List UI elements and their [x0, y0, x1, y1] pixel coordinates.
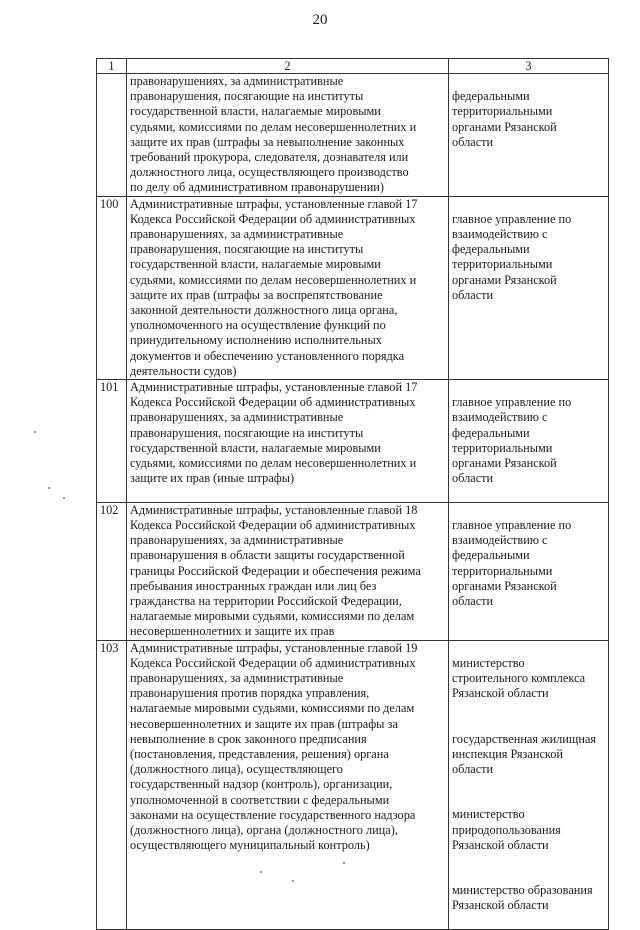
- organization-name: министерство образования Рязанской области: [452, 883, 593, 913]
- table-row: [97, 640, 609, 929]
- row-description: Административные штрафы, установленные главой 17 Кодекса Российской Федерации об административных правонарушениях, за административные правонарушения, посягающие на институты государственной власти, налагаемые мировыми судьями, комиссиями по делам несовершеннолетних и защите их прав (иные штрафы): [127, 380, 449, 503]
- row-description: правонарушениях, за административные правонарушения, посягающие на институты государственной власти, налагаемые мировыми судьями, комиссиями по делам несовершеннолетних и защите их прав (штрафы за невыполнение законных требований прокурора, следователя, дознавателя или должностного лица, осуществляющего производство по делу об административном правонарушении): [127, 74, 449, 197]
- row-number: 103: [97, 640, 127, 929]
- row-organization: [449, 380, 609, 503]
- column-header-description: 2: [127, 59, 449, 74]
- header-row: [97, 59, 609, 74]
- row-organization: [449, 640, 609, 929]
- row-number: [97, 74, 127, 197]
- row-description: Административные штрафы, установленные главой 18 Кодекса Российской Федерации об административных правонарушениях, за административные правонарушения в области защиты государственной границы Российской Федерации и обеспечения режима пребывания иностранных граждан или лиц без гражданства на территории Российской Федерации, налагаемые мировыми судьями, комиссиями по делам несовершеннолетних и защите их прав: [127, 502, 449, 640]
- table-row: [97, 380, 609, 503]
- row-number: 100: [97, 196, 127, 379]
- column-header-number: 1: [97, 59, 127, 74]
- table-row: [97, 74, 609, 197]
- organization-name: государственная жилищная инспекция Рязанской области: [452, 731, 597, 776]
- organization-name: федеральными территориальными органами Рязанской области: [452, 89, 557, 149]
- row-organization: [449, 502, 609, 640]
- row-number: 101: [97, 380, 127, 503]
- organization-name: главное управление по взаимодействию с федеральными территориальными органами Рязанской области: [452, 395, 572, 486]
- scan-speck: [260, 871, 262, 873]
- scan-speck: [63, 497, 65, 499]
- table-row: [97, 502, 609, 640]
- row-description: Административные штрафы, установленные главой 17 Кодекса Российской Федерации об административных правонарушениях, за административные правонарушения, посягающие на институты государственной власти, налагаемые мировыми судьями, комиссиями по делам несовершеннолетних и защите их прав (штрафы за воспрепятствование законной деятельности должностного лица органа, уполномоченного на осуществление функций по принудительному исполнению исполнительных документов и обеспечению установленного порядка деятельности судов): [127, 196, 449, 379]
- table-row: [97, 196, 609, 379]
- row-organization: [449, 74, 609, 197]
- row-description: Административные штрафы, установленные главой 19 Кодекса Российской Федерации об административных правонарушениях, за административные правонарушения против порядка управления, налагаемые мировыми судьями, комиссиями по делам несовершеннолетних и защите их прав (штрафы за невыполнение в срок законного предписания (постановления, представления, решения) органа (должностного лица), осуществляющего государственный надзор (контроль), организации, уполномоченной в соответствии с федеральными законами на осуществление государственного надзора (должностного лица), органа (должностного лица), осуществляющего муниципальный контроль): [127, 640, 449, 929]
- organization-name: главное управление по взаимодействию с федеральными территориальными органами Рязанской области: [452, 517, 572, 608]
- page-number: 20: [312, 12, 328, 28]
- scan-speck: [34, 431, 36, 433]
- scan-speck: [292, 880, 294, 882]
- organization-name: главное управление по взаимодействию с федеральными территориальными органами Рязанской области: [452, 211, 572, 302]
- scan-speck: [48, 487, 50, 489]
- organization-name: министерство строительного комплекса Рязанской области: [452, 655, 586, 701]
- scan-speck: [343, 862, 345, 864]
- column-header-organization: 3: [449, 59, 609, 74]
- fines-table: [96, 58, 609, 930]
- row-number: 102: [97, 502, 127, 640]
- row-organization: [449, 196, 609, 379]
- organization-name: министерство природопользования Рязанской области: [452, 807, 561, 852]
